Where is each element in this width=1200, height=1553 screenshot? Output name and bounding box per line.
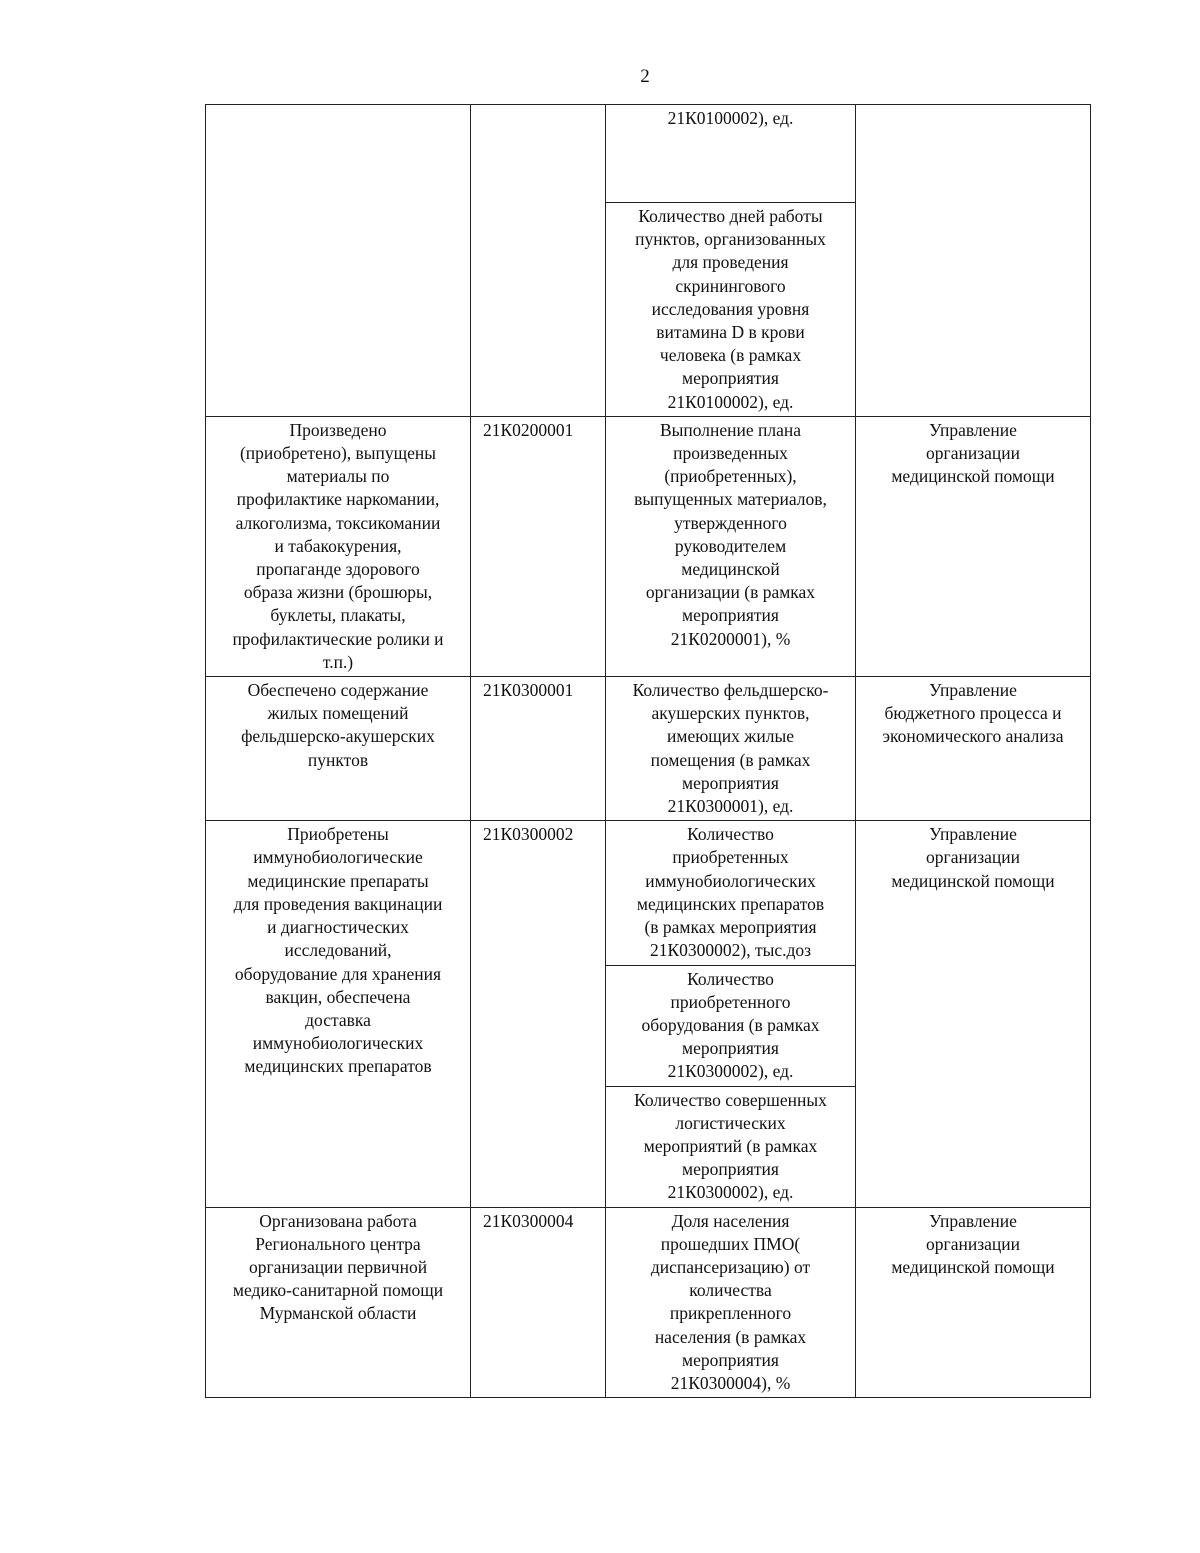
code-cell: 21К0300002 bbox=[471, 821, 606, 1207]
table-row bbox=[206, 1207, 1091, 1398]
indicator-cell: Выполнение плана произведенных (приобретенных), выпущенных материалов, утвержденного руководителем медицинской организации (в рамках мероприятия 21К0200001), % bbox=[606, 416, 856, 676]
department-cell: Управление организации медицинской помощи bbox=[856, 1207, 1091, 1398]
result-cell: Приобретены иммунобиологические медицинские препараты для проведения вакцинации и диагностических исследований, оборудование для хранения вакцин, обеспечена доставка иммунобиологических медицинских препаратов bbox=[206, 821, 471, 1207]
result-cell: Организована работа Регионального центра организации первичной медико-санитарной помощи Мурманской области bbox=[206, 1207, 471, 1398]
table-row bbox=[206, 416, 1091, 676]
code-cell: 21К0300004 bbox=[471, 1207, 606, 1398]
indicator-cell: Количество приобретенного оборудования (в рамках мероприятия 21К0300002), ед. bbox=[606, 965, 856, 1086]
indicator-cell: Количество фельдшерско- акушерских пунктов, имеющих жилые помещения (в рамках мероприятия 21К0300001), ед. bbox=[606, 677, 856, 821]
indicator-cell: 21К0100002), ед. bbox=[606, 105, 856, 203]
department-cell: Управление бюджетного процесса и экономического анализа bbox=[856, 677, 1091, 821]
table-row bbox=[206, 821, 1091, 965]
indicator-cell: Доля населения прошедших ПМО( диспансеризацию) от количества прикрепленного населения (в рамках мероприятия 21К0300004), % bbox=[606, 1207, 856, 1398]
result-cell: Обеспечено содержание жилых помещений фельдшерско-акушерских пунктов bbox=[206, 677, 471, 821]
indicator-cell: Количество дней работы пунктов, организованных для проведения скринингового исследования уровня витамина D в крови человека (в рамках мероприятия 21К0100002), ед. bbox=[606, 203, 856, 417]
department-cell: Управление организации медицинской помощи bbox=[856, 821, 1091, 1207]
indicator-cell: Количество совершенных логистических мероприятий (в рамках мероприятия 21К0300002), ед. bbox=[606, 1086, 856, 1207]
table-row bbox=[206, 105, 1091, 203]
page-number: 2 bbox=[640, 66, 650, 87]
indicator-cell: Количество приобретенных иммунобиологических медицинских препаратов (в рамках мероприятия 21К0300002), тыс.доз bbox=[606, 821, 856, 965]
department-cell: Управление организации медицинской помощи bbox=[856, 416, 1091, 676]
indicators-table bbox=[205, 104, 1091, 1398]
code-cell bbox=[471, 105, 606, 417]
code-cell: 21К0300001 bbox=[471, 677, 606, 821]
table-row bbox=[206, 677, 1091, 821]
result-cell: Произведено (приобретено), выпущены материалы по профилактике наркомании, алкоголизма, токсикомании и табакокурения, пропаганде здорового образа жизни (брошюры, буклеты, плакаты, профилактические ролики и т.п.) bbox=[206, 416, 471, 676]
department-cell bbox=[856, 105, 1091, 417]
result-cell bbox=[206, 105, 471, 417]
code-cell: 21К0200001 bbox=[471, 416, 606, 676]
